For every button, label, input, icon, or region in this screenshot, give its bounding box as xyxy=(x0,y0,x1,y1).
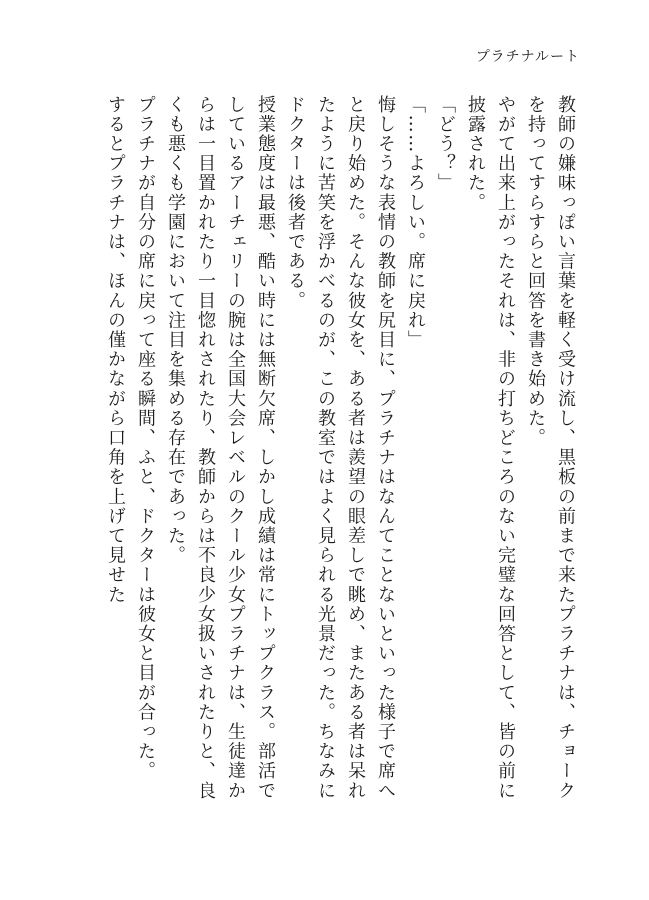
paragraph-7: プラチナが自分の席に戻って座る瞬間、ふと、ドクターは彼女と目が合った。 xyxy=(135,95,156,781)
paragraph-6: 授業態度は最悪、酷い時には無断欠席、しかし成績は常にトップクラス。部活でしているアーチェリーの腕は全国大会レベルのクール少女プラチナは、生徒達からは一目置かれたり一目惚れされたり、教師からは不良少女扱いされたりと、良くも悪くも学園において注目を集める存在であった。 xyxy=(165,95,276,801)
paragraph-1: 教師の嫌味っぽい言葉を軽く受け流し、黒板の前まで来たプラチナは、チョークを持ってすらすらと回答を書き始めた。 xyxy=(525,95,576,801)
paragraph-4: 「……よろしい。席に戻れ」 xyxy=(405,95,426,350)
body-text xyxy=(105,95,580,815)
paragraph-8: するとプラチナは、ほんの僅かながら口角を上げて見せた xyxy=(105,95,126,605)
paragraph-2: やがて出来上がったそれは、非の打ちどころのない完璧な回答として、皆の前に披露された。 xyxy=(465,95,516,801)
running-header: プラチナルート xyxy=(475,49,580,65)
paragraph-5: 悔しそうな表情の教師を尻目に、プラチナはなんてことないといった様子で席へと戻り始めた。そんな彼女を、ある者は羨望の眼差しで眺め、またある者は呆れたように苦笑を浮かべるのが、この教室ではよく見られる光景だった。ちなみにドクターは後者である。 xyxy=(285,95,396,801)
paragraph-3: 「どう？」 xyxy=(435,95,456,193)
